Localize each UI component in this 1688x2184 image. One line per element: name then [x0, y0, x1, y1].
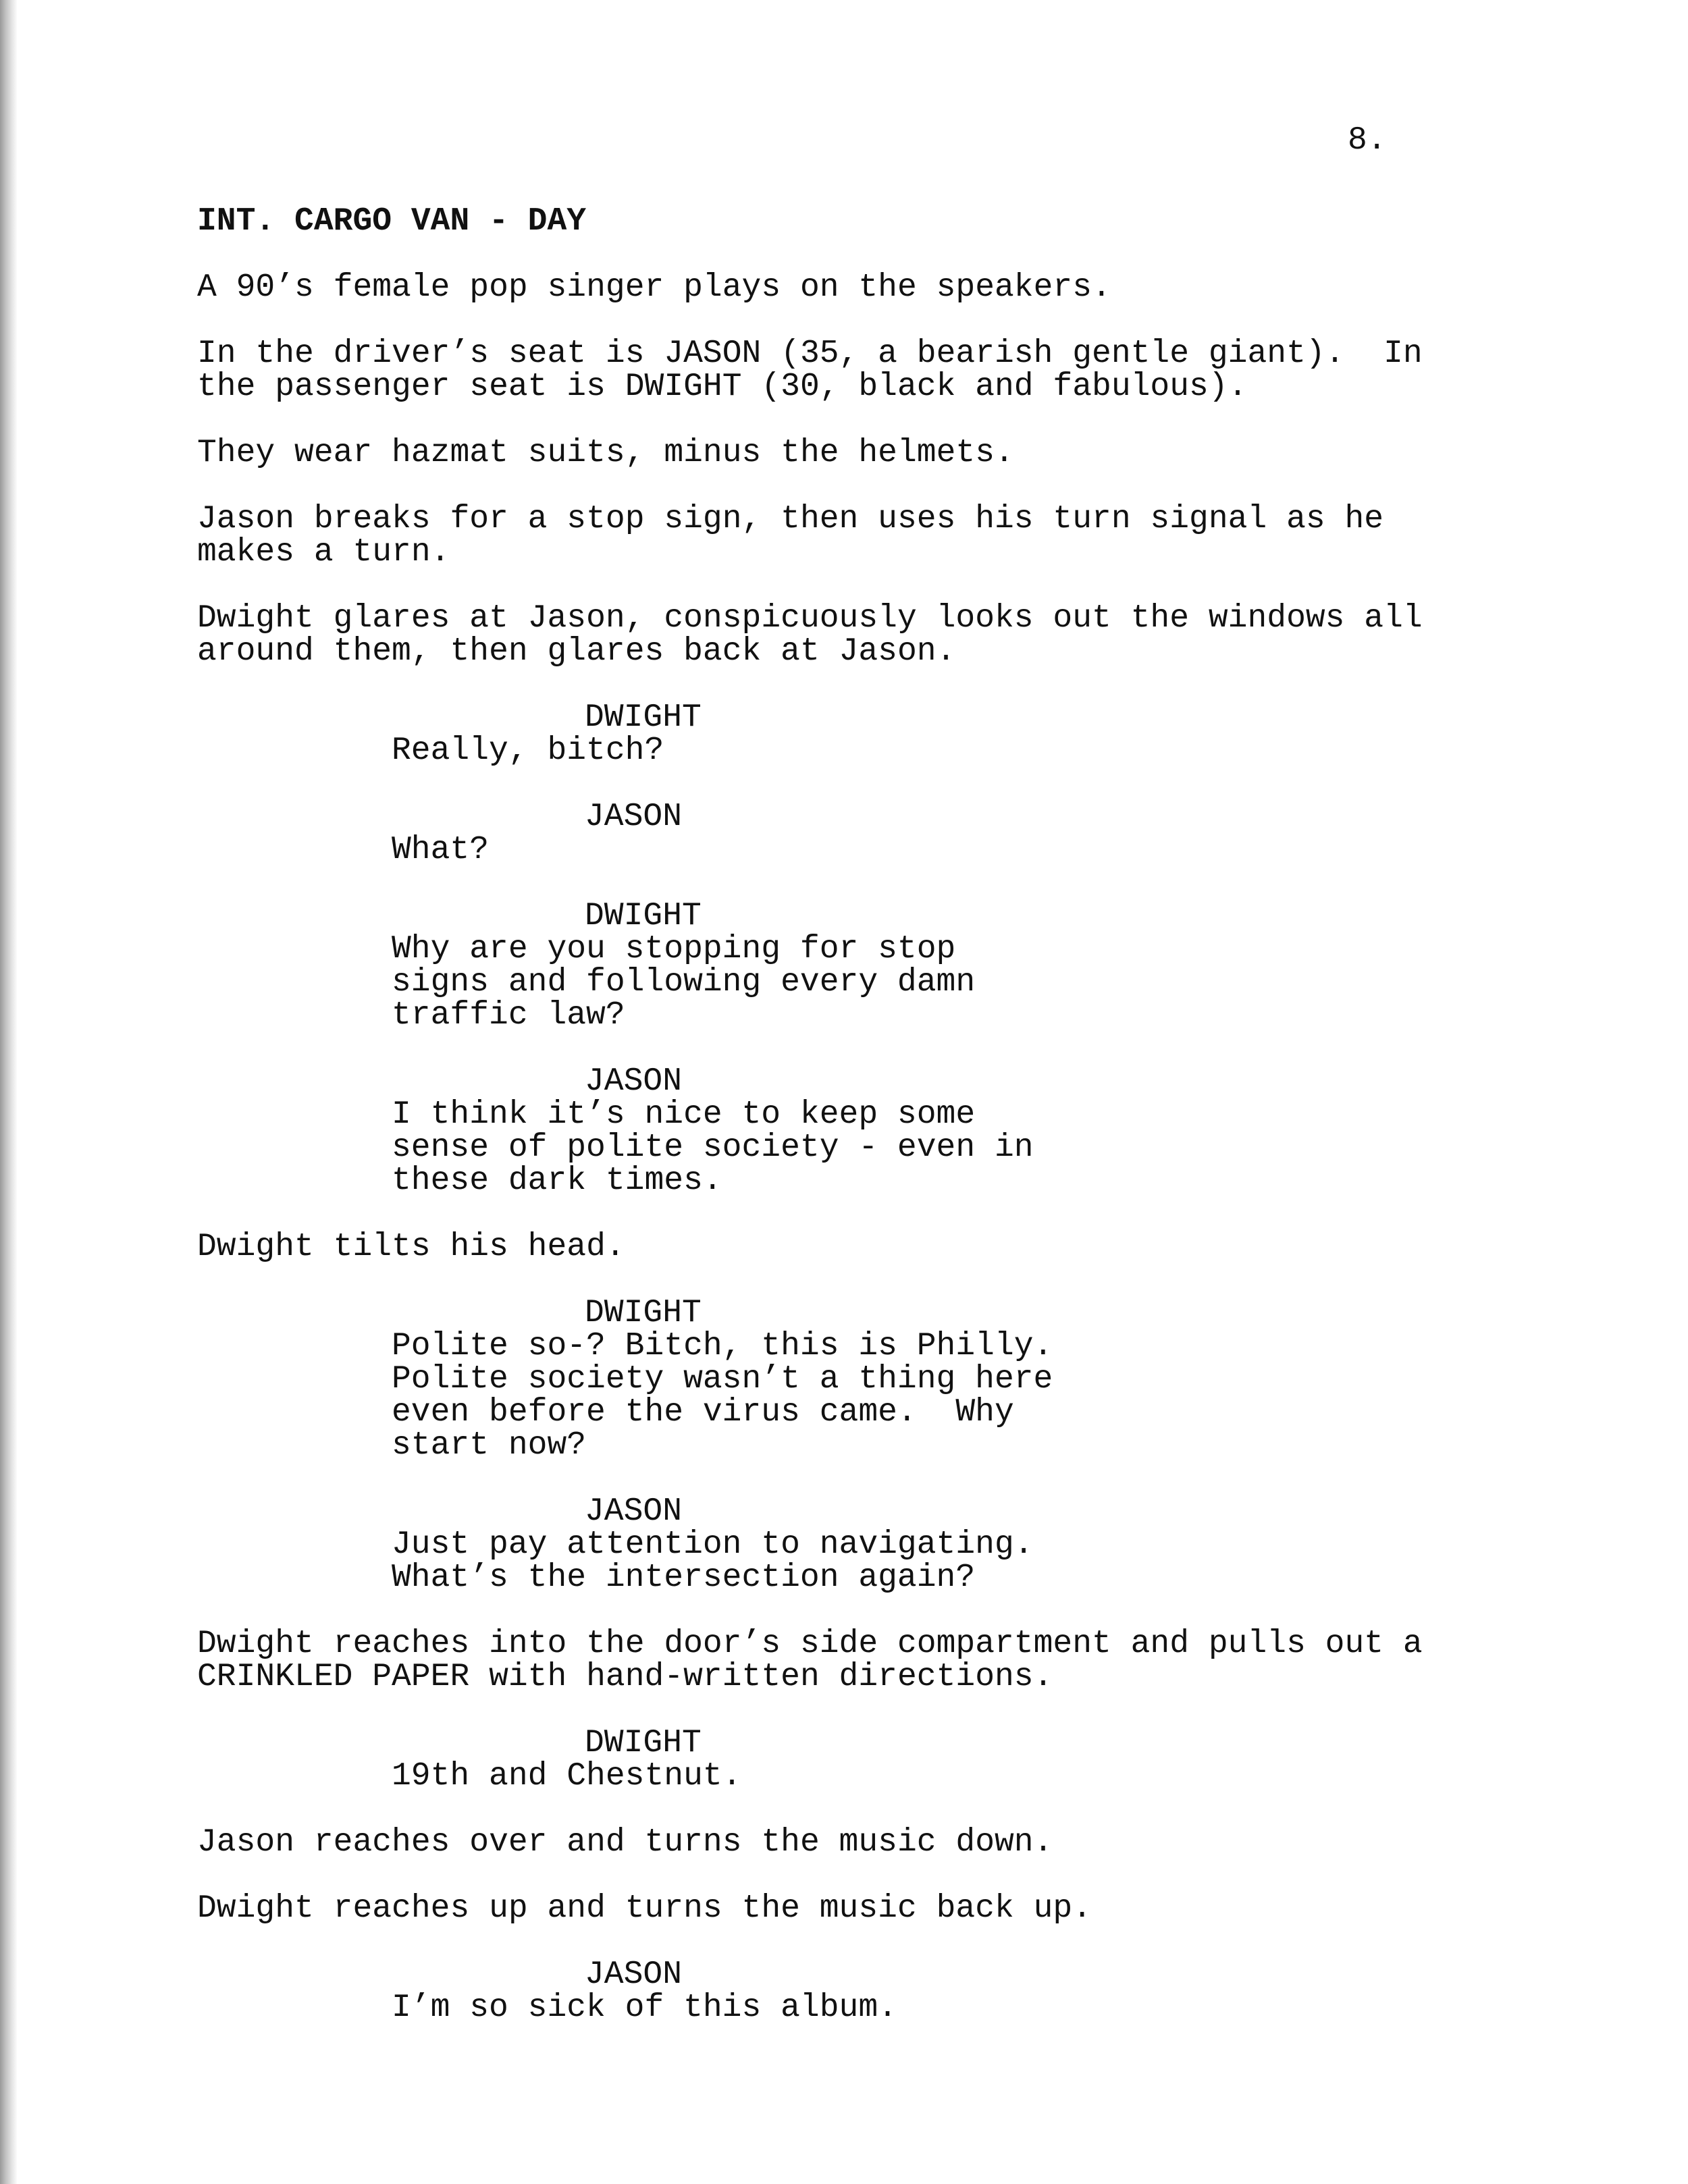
action-line: the passenger seat is DWIGHT (30, black and fabulous). [197, 369, 1248, 405]
dialogue-line: Why are you stopping for stop [392, 931, 956, 967]
action-line: makes a turn. [197, 534, 450, 570]
character-cue: DWIGHT [585, 699, 702, 736]
dialogue-line: I’m so sick of this album. [392, 1990, 897, 2026]
dialogue-line: Just pay attention to navigating. [392, 1526, 1034, 1563]
action-line: Dwight glares at Jason, conspicuously looks out the windows all [197, 600, 1423, 637]
action-line: In the driver’s seat is JASON (35, a bearish gentle giant). In [197, 336, 1423, 372]
character-cue: JASON [585, 1956, 683, 1993]
dialogue-line: start now? [392, 1427, 587, 1464]
character-cue: JASON [585, 1063, 683, 1100]
dialogue-line: Polite so-? Bitch, this is Philly. [392, 1328, 1053, 1364]
page-number: 8. [1348, 122, 1387, 159]
action-line: They wear hazmat suits, minus the helmets. [197, 435, 1014, 471]
dialogue-line: I think it’s nice to keep some [392, 1096, 976, 1133]
action-line: A 90’s female pop singer plays on the speakers. [197, 269, 1111, 306]
dialogue-line: signs and following every damn [392, 964, 976, 1001]
action-line: Dwight reaches into the door’s side compartment and pulls out a [197, 1626, 1423, 1662]
action-line: Dwight reaches up and turns the music back up. [197, 1890, 1092, 1927]
dialogue-line: sense of polite society - even in [392, 1129, 1034, 1166]
character-cue: JASON [585, 1493, 683, 1530]
action-line: Jason breaks for a stop sign, then uses his turn signal as he [197, 501, 1384, 537]
action-line: Jason reaches over and turns the music down. [197, 1824, 1053, 1861]
dialogue-line: these dark times. [392, 1163, 722, 1199]
character-cue: JASON [585, 799, 683, 835]
character-cue: DWIGHT [585, 898, 702, 934]
dialogue-line: Really, bitch? [392, 733, 664, 769]
page-edge-shadow [0, 0, 18, 2184]
character-cue: DWIGHT [585, 1295, 702, 1331]
action-line: around them, then glares back at Jason. [197, 633, 956, 670]
character-cue: DWIGHT [585, 1725, 702, 1761]
dialogue-line: traffic law? [392, 997, 625, 1034]
action-line: CRINKLED PAPER with hand-written directions. [197, 1659, 1053, 1695]
dialogue-line: What? [392, 832, 490, 868]
dialogue-line: even before the virus came. Why [392, 1394, 1014, 1431]
dialogue-line: Polite society wasn’t a thing here [392, 1361, 1053, 1397]
dialogue-line: What’s the intersection again? [392, 1560, 976, 1596]
dialogue-line: 19th and Chestnut. [392, 1758, 742, 1794]
action-line: Dwight tilts his head. [197, 1229, 625, 1265]
scene-heading: INT. CARGO VAN - DAY [197, 203, 587, 240]
